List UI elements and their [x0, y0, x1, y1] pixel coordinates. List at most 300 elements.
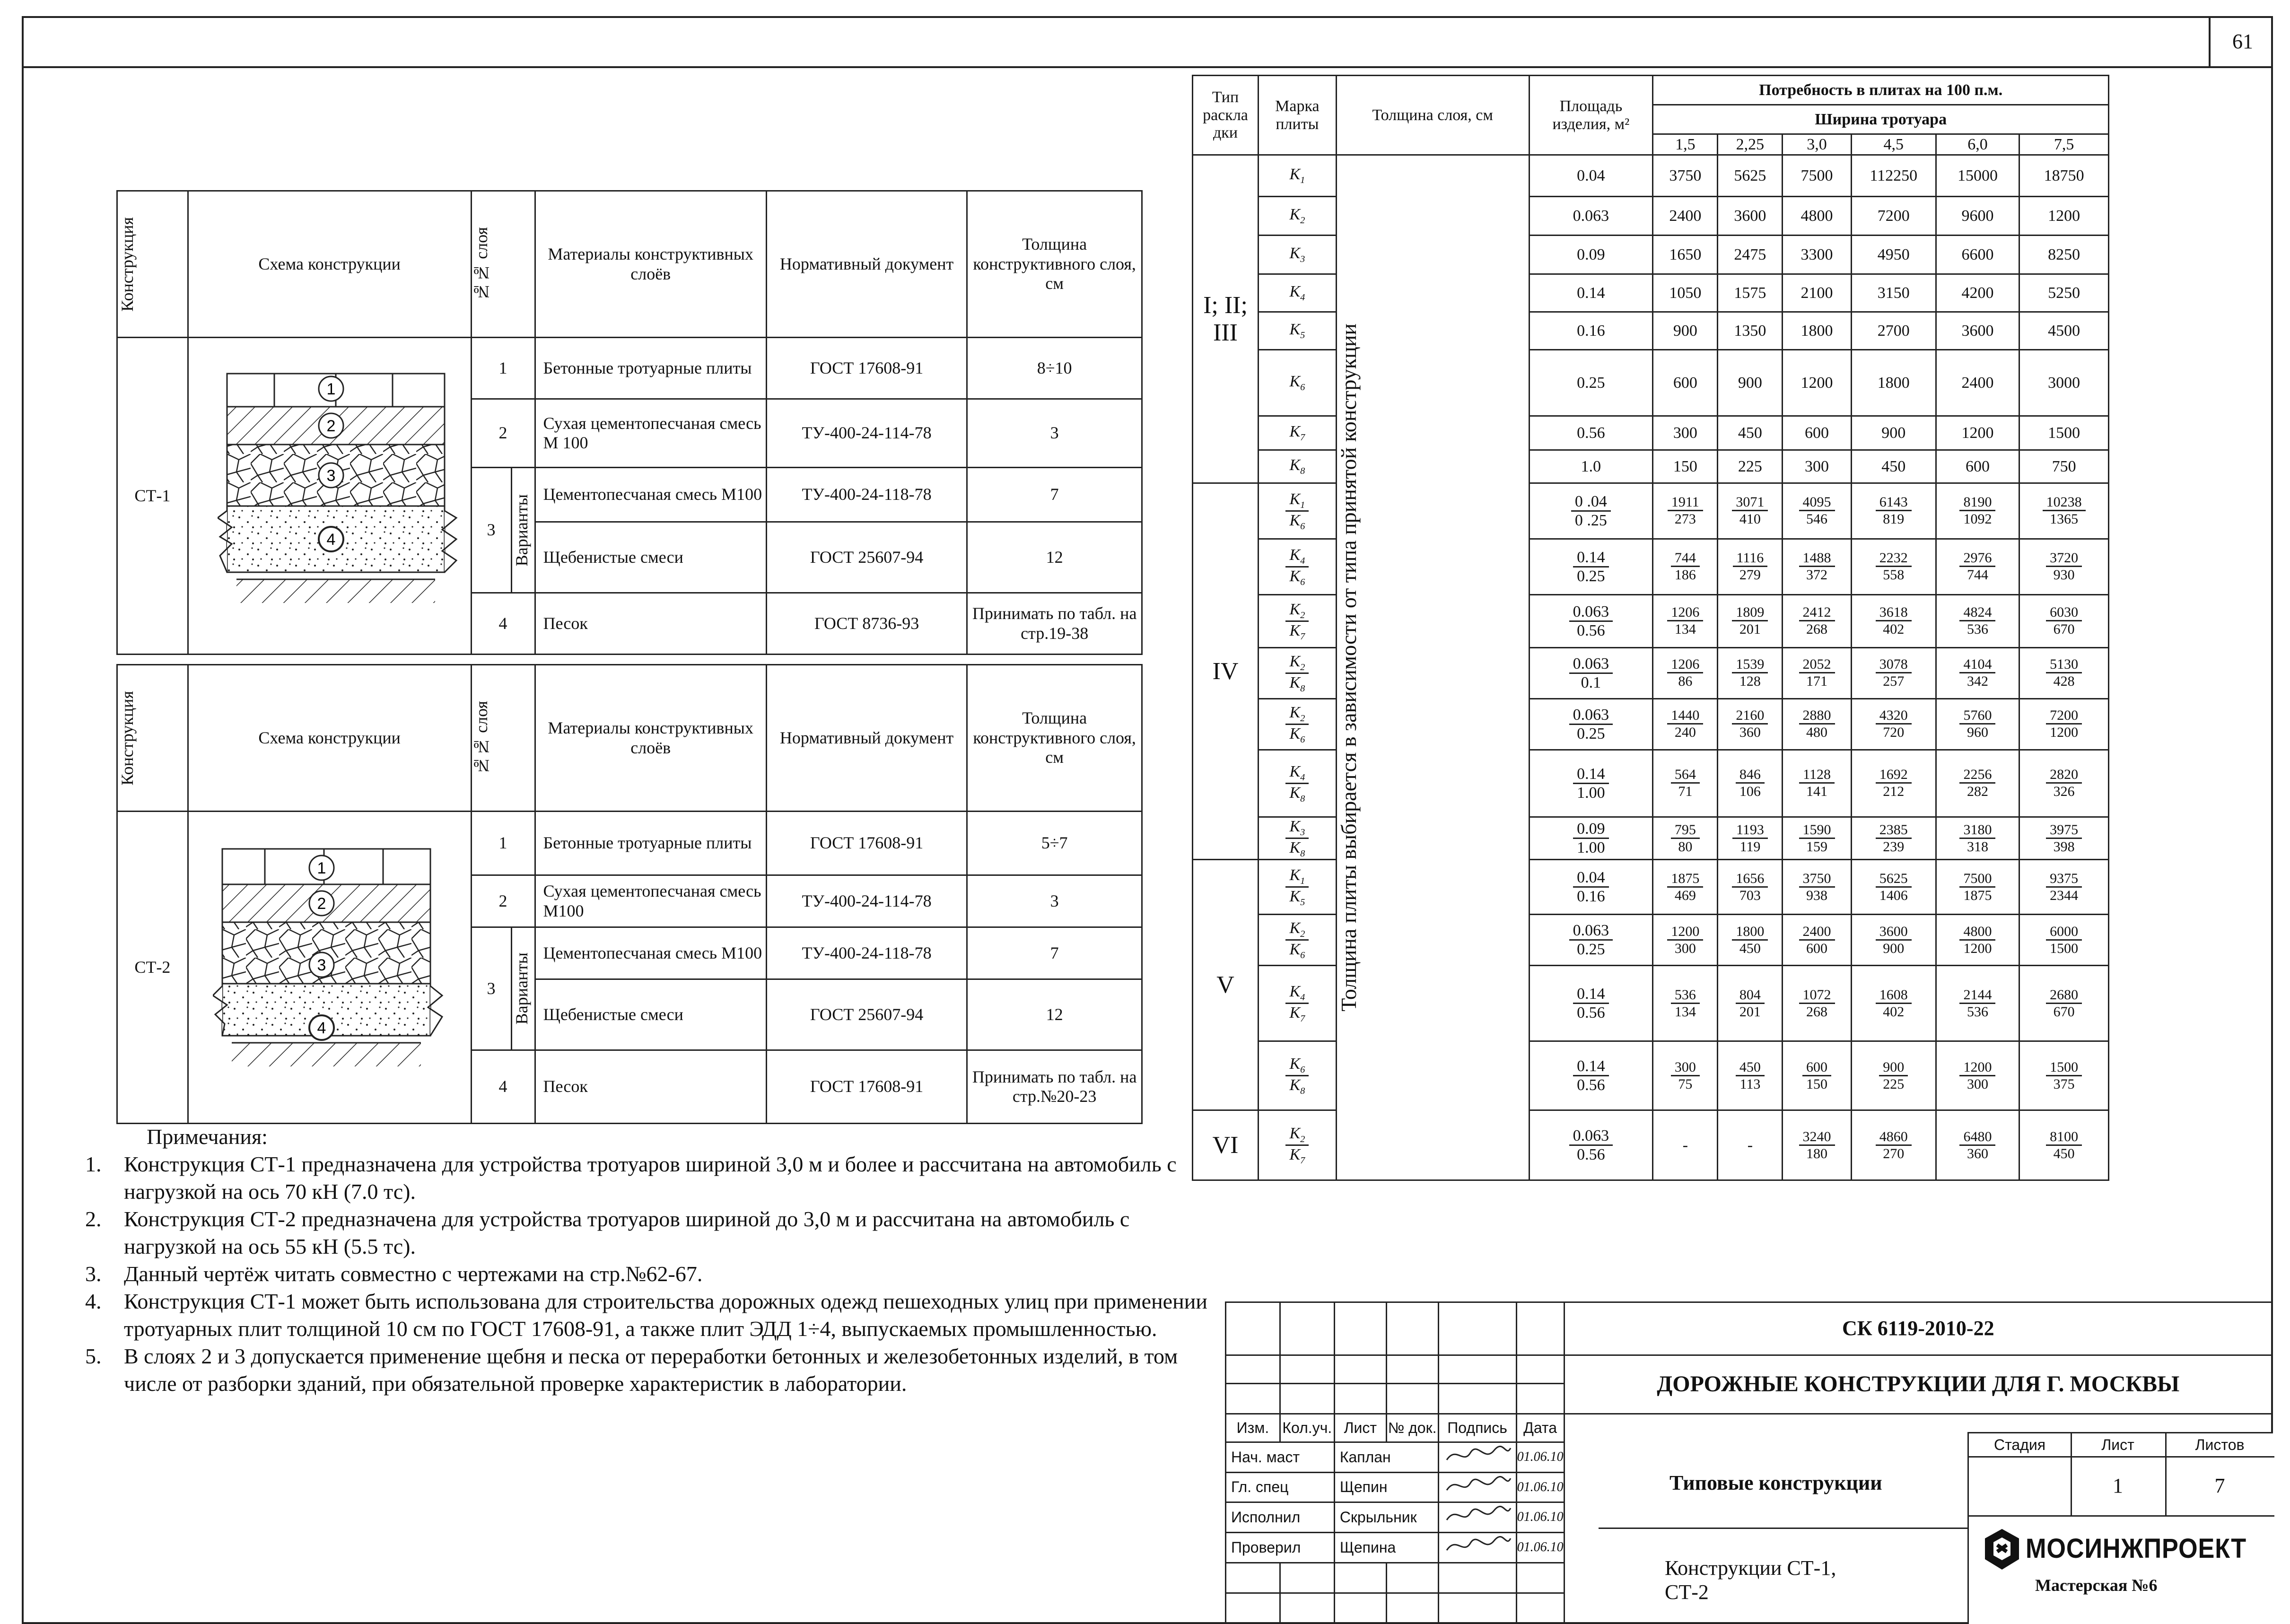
- header-type: Тип раскла дки: [1193, 76, 1259, 155]
- note-text: Конструкция СТ-1 предназначена для устройства тротуаров шириной 3,0 м и более и рассчитана на автомобиль с нагрузкой на ось 70 кН (7.0 тс).: [124, 1152, 1177, 1204]
- count-cell: 900: [1851, 416, 1936, 450]
- note-text: Конструкция СТ-1 может быть использована для строительства дорожных одежд пешеходных улиц при применении тротуарных плит толщиной 10 см по ГОСТ 17608-91, а также плит ЭДД 1÷4, выпускаемых промышленностью.: [124, 1289, 1207, 1341]
- layer-no: 1: [471, 338, 535, 399]
- count-cell: $\frac{744}{186}$: [1653, 539, 1718, 595]
- note-number: 3.: [85, 1261, 102, 1286]
- stamp-drawing-name: Конструкции СТ-1, СТ-2: [1665, 1556, 1836, 1604]
- count-cell: 3600: [1718, 197, 1783, 236]
- stamp-col-header: Кол.уч.: [1280, 1414, 1334, 1442]
- normative-doc: ГОСТ 25607-94: [766, 979, 967, 1050]
- count-cell: 112250: [1851, 155, 1936, 197]
- table-row: [1193, 648, 2109, 699]
- count-cell: 5625: [1718, 155, 1783, 197]
- count-cell: $\frac{1692}{212}$: [1851, 750, 1936, 817]
- count-cell: 15000: [1936, 155, 2019, 197]
- count-cell: 2400: [1936, 350, 2019, 416]
- signature-icon: [1438, 1502, 1516, 1533]
- count-cell: 225: [1718, 450, 1783, 483]
- normative-doc: ТУ-400-24-114-78: [766, 399, 967, 468]
- count-cell: $\frac{2880}{480}$: [1783, 699, 1851, 750]
- plate-mark: $\frac{K_6}{K_8}$: [1259, 1041, 1337, 1110]
- normative-doc: ТУ-400-24-118-78: [766, 927, 967, 979]
- table-row: [1193, 817, 2109, 860]
- layer-thickness: Принимать по табл. на стр.№20-23: [967, 1050, 1142, 1124]
- document-title: ДОРОЖНЫЕ КОНСТРУКЦИИ ДЛЯ Г. МОСКВЫ: [1564, 1355, 2272, 1414]
- note-text: Данный чертёж читать совместно с чертежами на стр.№62-67.: [124, 1261, 703, 1286]
- table-row: [1193, 350, 2109, 416]
- plate-mark: $\frac{K_4}{K_8}$: [1259, 750, 1337, 817]
- note-item: [85, 1343, 1220, 1397]
- layer-no: 1: [471, 812, 535, 875]
- layer-label: 3: [317, 956, 326, 974]
- normative-doc: ГОСТ 17608-91: [766, 812, 967, 875]
- table-row: [1193, 312, 2109, 350]
- count-cell: 450: [1851, 450, 1936, 483]
- stamp-col-header: Подпись: [1438, 1414, 1516, 1442]
- workshop-name: Мастерская №6: [2035, 1576, 2158, 1595]
- header-area: Площадь изделия, м²: [1529, 76, 1653, 155]
- count-cell: $\frac{1200}{300}$: [1936, 1041, 2019, 1110]
- layer-label: 2: [326, 417, 336, 435]
- count-cell: 6600: [1936, 236, 2019, 274]
- header-mark: Марка плиты: [1259, 76, 1337, 155]
- plate-area: 0.09: [1529, 236, 1653, 274]
- count-cell: $\frac{3618}{402}$: [1851, 595, 1936, 648]
- count-cell: 1350: [1718, 312, 1783, 350]
- count-cell: 150: [1653, 450, 1718, 483]
- count-cell: $\frac{1656}{703}$: [1718, 860, 1783, 915]
- notes-title: Примечания:: [147, 1125, 268, 1149]
- count-cell: 4950: [1851, 236, 1936, 274]
- count-cell: 900: [1653, 312, 1718, 350]
- table-row: [1193, 539, 2109, 595]
- layer-no: 3: [471, 927, 511, 1050]
- count-cell: $\frac{1800}{450}$: [1718, 915, 1783, 966]
- count-cell: $\frac{900}{225}$: [1851, 1041, 1936, 1110]
- count-cell: 300: [1653, 416, 1718, 450]
- count-cell: $\frac{2820}{326}$: [2019, 750, 2109, 817]
- plate-area: 0.14: [1529, 274, 1653, 312]
- layer-no: 3: [471, 468, 511, 593]
- layer-thickness: 5÷7: [967, 812, 1142, 875]
- plate-mark: $K_6$: [1259, 350, 1337, 416]
- count-cell: $\frac{3180}{318}$: [1936, 817, 2019, 860]
- count-cell: $\frac{536}{134}$: [1653, 966, 1718, 1041]
- normative-doc: ГОСТ 17608-91: [766, 1050, 967, 1124]
- count-cell: $\frac{6480}{360}$: [1936, 1110, 2019, 1180]
- table-row: [1193, 699, 2109, 750]
- count-cell: $\frac{1206}{86}$: [1653, 648, 1718, 699]
- count-cell: $\frac{1608}{402}$: [1851, 966, 1936, 1041]
- count-cell: $\frac{2976}{744}$: [1936, 539, 2019, 595]
- thickness-note-text: Толщина плиты выбирается в зависимости от типа принятой конструкции: [1336, 323, 1361, 1012]
- count-cell: $\frac{300}{75}$: [1653, 1041, 1718, 1110]
- stamp-person: Скрыльник: [1334, 1502, 1438, 1533]
- header-layer-no: №№ слоя: [471, 665, 535, 812]
- count-cell: $\frac{3720}{930}$: [2019, 539, 2109, 595]
- count-cell: $\frac{3240}{180}$: [1783, 1110, 1851, 1180]
- variants-label: Варианты: [511, 468, 535, 593]
- count-cell: $\frac{2160}{360}$: [1718, 699, 1783, 750]
- stamp-role: Исполнил: [1226, 1502, 1335, 1533]
- count-cell: 7500: [1783, 155, 1851, 197]
- count-cell: $\frac{795}{80}$: [1653, 817, 1718, 860]
- signature-icon: [1438, 1532, 1516, 1563]
- count-cell: $\frac{7200}{1200}$: [2019, 699, 2109, 750]
- layout-type: V: [1193, 860, 1259, 1110]
- note-text: В слоях 2 и 3 допускается применение щебня и песка от переработки бетонных и железобетонных изделий, в том числе от разборки зданий, при обязательной проверке характеристик в лаборатории.: [124, 1344, 1178, 1396]
- notes-list: [85, 1151, 1220, 1397]
- note-number: 2.: [85, 1206, 102, 1231]
- stamp-date: 01.06.10: [1516, 1442, 1564, 1473]
- count-cell: 4500: [2019, 312, 2109, 350]
- plate-area: $\frac{0.14}{0.56}$: [1529, 966, 1653, 1041]
- plate-mark: $\frac{K_1}{K_5}$: [1259, 860, 1337, 915]
- count-cell: $\frac{1875}{469}$: [1653, 860, 1718, 915]
- width-col-header: 1,5: [1653, 134, 1718, 155]
- count-cell: 2475: [1718, 236, 1783, 274]
- count-cell: 600: [1653, 350, 1718, 416]
- count-cell: 3750: [1653, 155, 1718, 197]
- count-cell: $\frac{1193}{119}$: [1718, 817, 1783, 860]
- stamp-date: 01.06.10: [1516, 1472, 1564, 1502]
- layout-type: VI: [1193, 1110, 1259, 1180]
- plate-area: $\frac{0.14}{0.56}$: [1529, 1041, 1653, 1110]
- table-row: [1193, 966, 2109, 1041]
- table-row: [1193, 860, 2109, 915]
- count-cell: $\frac{600}{150}$: [1783, 1041, 1851, 1110]
- page-number: 61: [2209, 16, 2275, 66]
- stamp-right-panel: [1967, 1432, 2273, 1624]
- count-cell: $\frac{1809}{201}$: [1718, 595, 1783, 648]
- count-cell: $\frac{450}{113}$: [1718, 1041, 1783, 1110]
- layer-label: 2: [317, 895, 326, 913]
- count-cell: 3000: [2019, 350, 2109, 416]
- plate-mark: $\frac{K_2}{K_7}$: [1259, 1110, 1337, 1180]
- stamp-date: 01.06.10: [1516, 1502, 1564, 1533]
- count-cell: $\frac{10238}{1365}$: [2019, 483, 2109, 539]
- material: Щебенистые смеси: [535, 979, 766, 1050]
- material: Сухая цементопесчаная смесь М100: [535, 875, 766, 927]
- count-cell: $\frac{3750}{938}$: [1783, 860, 1851, 915]
- note-item: [85, 1288, 1220, 1343]
- material: Щебенистые смеси: [535, 522, 766, 593]
- material: Песок: [535, 1050, 766, 1124]
- count-cell: $\frac{1206}{134}$: [1653, 595, 1718, 648]
- plate-mark: $\frac{K_2}{K_8}$: [1259, 648, 1337, 699]
- stamp-section-divider: [1599, 1528, 1967, 1529]
- stamp-person: Щепин: [1334, 1472, 1438, 1502]
- count-cell: $\frac{846}{106}$: [1718, 750, 1783, 817]
- width-col-header: 7,5: [2019, 134, 2109, 155]
- stamp-role: Проверил: [1226, 1532, 1335, 1563]
- note-text: Конструкция СТ-2 предназначена для устройства тротуаров шириной до 3,0 м и рассчитана на автомобиль с нагрузкой на ось 55 кН (5.5 тс).: [124, 1206, 1130, 1258]
- count-cell: 750: [2019, 450, 2109, 483]
- count-cell: $\frac{1440}{240}$: [1653, 699, 1718, 750]
- plate-mark: $\frac{K_4}{K_7}$: [1259, 966, 1337, 1041]
- table-row: [1193, 595, 2109, 648]
- count-cell: 450: [1718, 416, 1783, 450]
- layer-thickness: 3: [967, 875, 1142, 927]
- header-layer-no: №№ слоя: [471, 191, 535, 338]
- count-cell: 300: [1783, 450, 1851, 483]
- stamp-date: 01.06.10: [1516, 1532, 1564, 1563]
- normative-doc: ГОСТ 8736-93: [766, 593, 967, 655]
- count-cell: $\frac{2232}{558}$: [1851, 539, 1936, 595]
- note-item: [85, 1260, 1220, 1288]
- count-cell: $\frac{1128}{141}$: [1783, 750, 1851, 817]
- count-cell: 8250: [2019, 236, 2109, 274]
- stamp-col-header: Изм.: [1226, 1414, 1280, 1442]
- count-cell: $\frac{1072}{268}$: [1783, 966, 1851, 1041]
- stamp-role: Нач. маст: [1226, 1442, 1335, 1473]
- stage-value: [1969, 1456, 2072, 1517]
- layer-thickness: 12: [967, 979, 1142, 1050]
- count-cell: $\frac{1590}{159}$: [1783, 817, 1851, 860]
- layer-scheme-ct1: [218, 369, 463, 624]
- layer-thickness: 8÷10: [967, 338, 1142, 399]
- plate-mark: $K_3$: [1259, 236, 1337, 274]
- count-cell: $\frac{2412}{268}$: [1783, 595, 1851, 648]
- count-cell: 9600: [1936, 197, 2019, 236]
- plate-area: 1.0: [1529, 450, 1653, 483]
- normative-doc: ТУ-400-24-114-78: [766, 875, 967, 927]
- plate-area: 0.063: [1529, 197, 1653, 236]
- count-cell: 2700: [1851, 312, 1936, 350]
- count-cell: 1200: [1783, 350, 1851, 416]
- material: Цементопесчаная смесь М100: [535, 468, 766, 522]
- layer-thickness: 7: [967, 468, 1142, 522]
- count-cell: $\frac{2144}{536}$: [1936, 966, 2019, 1041]
- header-normative: Нормативный документ: [766, 191, 967, 338]
- plate-area: $\frac{0.04}{0.16}$: [1529, 860, 1653, 915]
- sheet-value: 1: [2071, 1456, 2167, 1517]
- header-normative: Нормативный документ: [766, 665, 967, 812]
- layer-thickness: Принимать по табл. на стр.19-38: [967, 593, 1142, 655]
- sheet-label: Лист: [2071, 1433, 2167, 1458]
- signature-icon: [1438, 1472, 1516, 1502]
- table-row: [1193, 155, 2109, 197]
- count-cell: $\frac{3071}{410}$: [1718, 483, 1783, 539]
- plate-mark: $K_4$: [1259, 274, 1337, 312]
- layer-no: 2: [471, 399, 535, 468]
- table-row: [1193, 274, 2109, 312]
- count-cell: $\frac{1116}{279}$: [1718, 539, 1783, 595]
- sheets-label: Листов: [2165, 1433, 2274, 1458]
- notes-block: [85, 1123, 1220, 1397]
- count-cell: $\frac{4800}{1200}$: [1936, 915, 2019, 966]
- plate-area: 0.04: [1529, 155, 1653, 197]
- sheets-value: 7: [2165, 1456, 2274, 1517]
- stamp-col-header: Дата: [1516, 1414, 1564, 1442]
- plate-area: $\frac{0.063}{0.25}$: [1529, 699, 1653, 750]
- layer-thickness: 7: [967, 927, 1142, 979]
- count-cell: -: [1653, 1110, 1718, 1180]
- layer-label: 4: [326, 531, 336, 549]
- count-cell: 1575: [1718, 274, 1783, 312]
- table-row: [1193, 1110, 2109, 1180]
- header-thickness: Толщина конструктивного слоя, см: [967, 665, 1142, 812]
- count-cell: 1200: [1936, 416, 2019, 450]
- layer-no: 2: [471, 875, 535, 927]
- material: Цементопесчаная смесь М100: [535, 927, 766, 979]
- signature-icon: [1438, 1442, 1516, 1473]
- layer-label: 1: [317, 859, 326, 877]
- count-cell: 5250: [2019, 274, 2109, 312]
- thickness-note: [1336, 155, 1529, 1180]
- stamp-col-header: Лист: [1334, 1414, 1386, 1442]
- width-col-header: 4,5: [1851, 134, 1936, 155]
- note-item: [85, 1205, 1220, 1260]
- material: Сухая цементопесчаная смесь М 100: [535, 399, 766, 468]
- header-scheme: Схема конструкции: [188, 665, 471, 812]
- count-cell: 3300: [1783, 236, 1851, 274]
- variants-label: Варианты: [511, 927, 535, 1050]
- count-cell: 7200: [1851, 197, 1936, 236]
- count-cell: 1800: [1851, 350, 1936, 416]
- plate-mark: $\frac{K_3}{K_8}$: [1259, 817, 1337, 860]
- layout-type: I; II; III: [1193, 155, 1259, 483]
- count-cell: 4200: [1936, 274, 2019, 312]
- document-code: СК 6119-2010-22: [1564, 1302, 2272, 1355]
- count-cell: $\frac{3975}{398}$: [2019, 817, 2109, 860]
- count-cell: 1800: [1783, 312, 1851, 350]
- count-cell: $\frac{4095}{546}$: [1783, 483, 1851, 539]
- count-cell: $\frac{2385}{239}$: [1851, 817, 1936, 860]
- stamp-section-title: Типовые конструкции: [1669, 1471, 1882, 1494]
- layer-thickness: 3: [967, 399, 1142, 468]
- count-cell: 18750: [2019, 155, 2109, 197]
- normative-doc: ТУ-400-24-118-78: [766, 468, 967, 522]
- count-cell: $\frac{8190}{1092}$: [1936, 483, 2019, 539]
- count-cell: $\frac{3600}{900}$: [1851, 915, 1936, 966]
- table-row: [1193, 1041, 2109, 1110]
- plate-mark: $\frac{K_2}{K_7}$: [1259, 595, 1337, 648]
- count-cell: $\frac{2400}{600}$: [1783, 915, 1851, 966]
- count-cell: $\frac{1488}{372}$: [1783, 539, 1851, 595]
- stamp-col-header: № док.: [1386, 1414, 1438, 1442]
- note-number: 5.: [85, 1344, 102, 1368]
- count-cell: $\frac{2256}{282}$: [1936, 750, 2019, 817]
- note-item: [85, 1151, 1220, 1205]
- count-cell: 600: [1936, 450, 2019, 483]
- material: Бетонные тротуарные плиты: [535, 812, 766, 875]
- count-cell: 2400: [1653, 197, 1718, 236]
- header-construction: Конструкция: [117, 191, 188, 338]
- plate-mark: $\frac{K_4}{K_6}$: [1259, 539, 1337, 595]
- plate-mark: $K_2$: [1259, 197, 1337, 236]
- plate-mark: $K_8$: [1259, 450, 1337, 483]
- layer-label: 4: [317, 1019, 326, 1037]
- plate-area: 0.56: [1529, 416, 1653, 450]
- top-border-line: [22, 66, 2273, 68]
- table-row: [1193, 450, 2109, 483]
- header-materials: Материалы конструктивных слоёв: [535, 191, 766, 338]
- header-thickness: Толщина слоя, см: [1336, 76, 1529, 155]
- plate-area: $\frac{0.14}{1.00}$: [1529, 750, 1653, 817]
- stamp-role: Гл. спец: [1226, 1472, 1335, 1502]
- count-cell: $\frac{2052}{171}$: [1783, 648, 1851, 699]
- header-construction: Конструкция: [117, 665, 188, 812]
- layer-label: 1: [326, 380, 336, 398]
- company-name: МОСИНЖПРОЕКТ: [2026, 1533, 2247, 1564]
- plate-area: $\frac{0.063}{0.25}$: [1529, 915, 1653, 966]
- layout-type: IV: [1193, 483, 1259, 860]
- layer-scheme-ct2: [213, 844, 445, 1095]
- count-cell: $\frac{4320}{720}$: [1851, 699, 1936, 750]
- layer-label: 3: [326, 467, 336, 485]
- header-scheme: Схема конструкции: [188, 191, 471, 338]
- count-cell: $\frac{804}{201}$: [1718, 966, 1783, 1041]
- count-cell: $\frac{6143}{819}$: [1851, 483, 1936, 539]
- count-cell: $\frac{5760}{960}$: [1936, 699, 2019, 750]
- company-logo-icon: [1983, 1528, 2021, 1571]
- note-number: 1.: [85, 1152, 102, 1176]
- header-width: Ширина тротуара: [1653, 105, 2109, 134]
- plate-mark: $K_5$: [1259, 312, 1337, 350]
- stamp-person: Каплан: [1334, 1442, 1438, 1473]
- count-cell: $\frac{7500}{1875}$: [1936, 860, 2019, 915]
- construction-name: СТ-1: [117, 338, 188, 655]
- plate-area: $\frac{0.063}{0.1}$: [1529, 648, 1653, 699]
- normative-doc: ГОСТ 17608-91: [766, 338, 967, 399]
- count-cell: $\frac{2680}{670}$: [2019, 966, 2109, 1041]
- material: Песок: [535, 593, 766, 655]
- plate-mark: $K_7$: [1259, 416, 1337, 450]
- plate-area: $\frac{0.09}{1.00}$: [1529, 817, 1653, 860]
- count-cell: 1050: [1653, 274, 1718, 312]
- plate-area: 0.25: [1529, 350, 1653, 416]
- plate-mark: $\frac{K_1}{K_6}$: [1259, 483, 1337, 539]
- count-cell: $\frac{1911}{273}$: [1653, 483, 1718, 539]
- count-cell: $\frac{5625}{1406}$: [1851, 860, 1936, 915]
- count-cell: $\frac{4824}{536}$: [1936, 595, 2019, 648]
- count-cell: $\frac{4104}{342}$: [1936, 648, 2019, 699]
- count-cell: $\frac{9375}{2344}$: [2019, 860, 2109, 915]
- count-cell: -: [1718, 1110, 1783, 1180]
- count-cell: 1200: [2019, 197, 2109, 236]
- table-row: [1193, 483, 2109, 539]
- count-cell: 1500: [2019, 416, 2109, 450]
- count-cell: $\frac{8100}{450}$: [2019, 1110, 2109, 1180]
- stage-label: Стадия: [1969, 1433, 2072, 1458]
- plate-mark: $K_1$: [1259, 155, 1337, 197]
- count-cell: $\frac{1500}{375}$: [2019, 1041, 2109, 1110]
- header-thickness: Толщина конструктивного слоя, см: [967, 191, 1142, 338]
- header-materials: Материалы конструктивных слоёв: [535, 665, 766, 812]
- layer-no: 4: [471, 593, 535, 655]
- count-cell: $\frac{6030}{670}$: [2019, 595, 2109, 648]
- width-col-header: 3,0: [1783, 134, 1851, 155]
- plate-area: $\frac{0.063}{0.56}$: [1529, 1110, 1653, 1180]
- material: Бетонные тротуарные плиты: [535, 338, 766, 399]
- count-cell: 1650: [1653, 236, 1718, 274]
- count-cell: 600: [1783, 416, 1851, 450]
- count-cell: 3600: [1936, 312, 2019, 350]
- count-cell: $\frac{4860}{270}$: [1851, 1110, 1936, 1180]
- plate-area: 0.16: [1529, 312, 1653, 350]
- plate-area: $\frac{0.063}{0.56}$: [1529, 595, 1653, 648]
- note-number: 4.: [85, 1289, 102, 1313]
- plate-mark: $\frac{K_2}{K_6}$: [1259, 699, 1337, 750]
- header-need: Потребность в плитах на 100 п.м.: [1653, 76, 2109, 105]
- count-cell: 900: [1718, 350, 1783, 416]
- layer-thickness: 12: [967, 522, 1142, 593]
- count-cell: 2100: [1783, 274, 1851, 312]
- table-row: [1193, 915, 2109, 966]
- construction-name: СТ-2: [117, 812, 188, 1124]
- plate-area: $\frac{0 .04}{0 .25}$: [1529, 483, 1653, 539]
